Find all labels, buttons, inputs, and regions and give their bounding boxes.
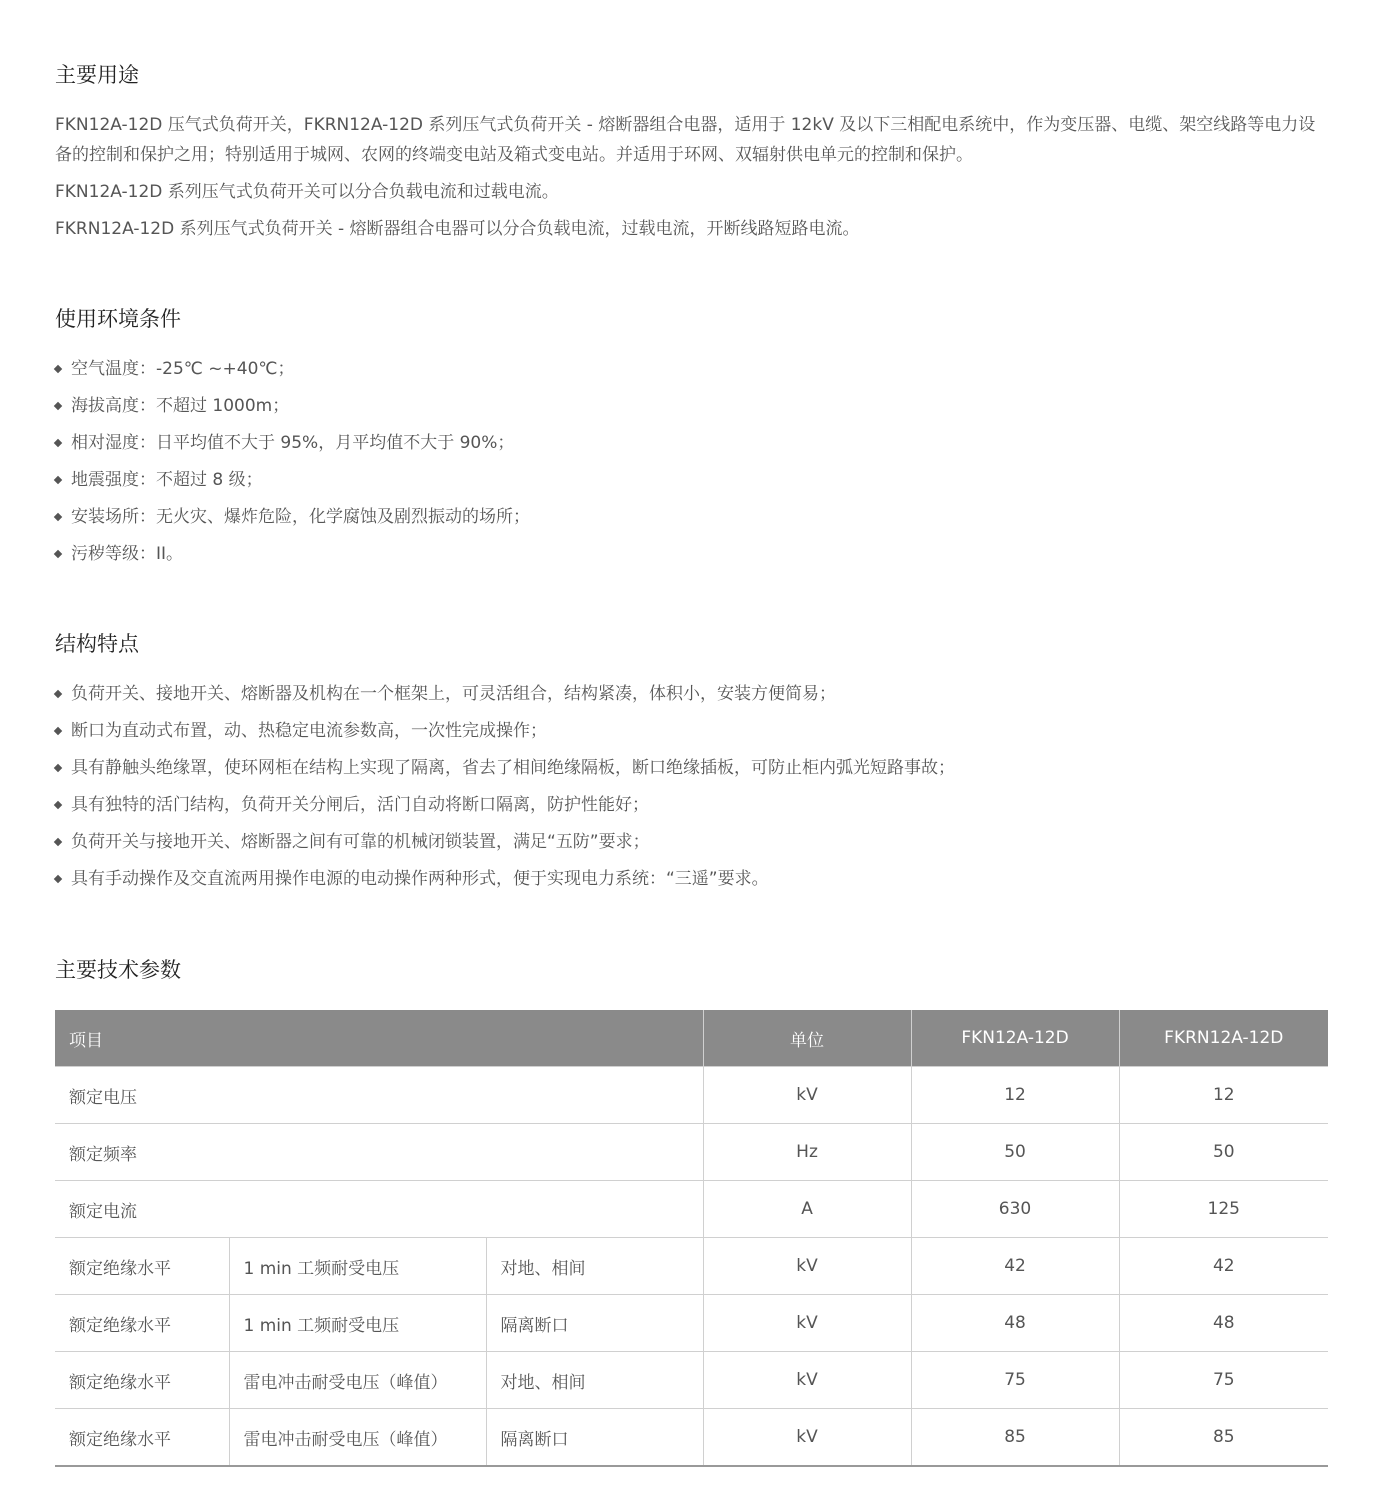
list-item — [55, 866, 955, 903]
table-row — [55, 1409, 1328, 1467]
diamond-bullet-icon — [54, 550, 62, 558]
row-value-fkrn12a: 12 — [1119, 1067, 1328, 1124]
usage-paragraph-3: FKRN12A-12D 系列压气式负荷开关 - 熔断器组合电器可以分合负载电流，过载电流，开断线路短路电流。 — [55, 219, 860, 239]
row-unit: kV — [703, 1409, 911, 1467]
specs-table — [55, 1010, 1328, 1467]
list-item-text: 具有手动操作及交直流两用操作电源的电动操作两种形式，便于实现电力系统：“三遥”要求。 — [71, 869, 769, 889]
row-unit: A — [703, 1181, 911, 1238]
list-item — [55, 755, 955, 792]
diamond-bullet-icon — [54, 838, 62, 846]
list-item — [55, 504, 530, 541]
row-test-type: 雷电冲击耐受电压（峰值） — [229, 1352, 486, 1409]
environment-heading: 使用环境条件 — [55, 307, 181, 331]
usage-heading: 主要用途 — [55, 63, 139, 87]
table-row — [55, 1238, 1328, 1295]
row-value-fkn12a: 85 — [911, 1409, 1119, 1467]
environment-list — [55, 356, 530, 578]
list-item-text: 具有独特的活门结构，负荷开关分闸后，活门自动将断口隔离，防护性能好； — [71, 795, 649, 815]
list-item-text: 断口为直动式布置，动、热稳定电流参数高，一次性完成操作； — [71, 721, 547, 741]
list-item-text: 负荷开关与接地开关、熔断器之间有可靠的机械闭锁装置，满足“五防”要求； — [71, 832, 650, 852]
features-list — [55, 681, 955, 903]
specs-heading: 主要技术参数 — [55, 958, 181, 982]
row-name: 额定绝缘水平 — [55, 1295, 229, 1352]
row-name: 额定绝缘水平 — [55, 1409, 229, 1467]
row-name: 额定频率 — [55, 1124, 703, 1181]
list-item — [55, 393, 530, 430]
usage-paragraph-1: FKN12A-12D 压气式负荷开关，FKRN12A-12D 系列压气式负荷开关 - 熔断器组合电器，适用于 12kV 及以下三相配电系统中，作为变压器、电缆、架空线路等电力设备的控制和保护之用；特别适用于城网、农网的终端变电站及箱式变电站。并适用于环网、双辐射供电单元的控制和保护。 — [55, 115, 1316, 165]
row-value-fkrn12a: 50 — [1119, 1124, 1328, 1181]
diamond-bullet-icon — [54, 476, 62, 484]
list-item-text: 具有静触头绝缘罩，使环网柜在结构上实现了隔离，省去了相间绝缘隔板，断口绝缘插板，可防止柜内弧光短路事故； — [71, 758, 955, 778]
diamond-bullet-icon — [54, 402, 62, 410]
list-item-text: 相对湿度：日平均值不大于 95%，月平均值不大于 90%； — [71, 433, 515, 453]
row-unit: Hz — [703, 1124, 911, 1181]
row-name: 额定绝缘水平 — [55, 1352, 229, 1409]
header-fkn12a: FKN12A-12D — [911, 1010, 1119, 1067]
diamond-bullet-icon — [54, 801, 62, 809]
table-row — [55, 1295, 1328, 1352]
usage-paragraph-2: FKN12A-12D 系列压气式负荷开关可以分合负载电流和过载电流。 — [55, 182, 559, 202]
diamond-bullet-icon — [54, 365, 62, 373]
list-item-text: 安装场所：无火灾、爆炸危险，化学腐蚀及剧烈振动的场所； — [71, 507, 530, 527]
row-value-fkn12a: 75 — [911, 1352, 1119, 1409]
row-test-location: 隔离断口 — [486, 1409, 703, 1467]
list-item — [55, 356, 530, 393]
row-value-fkn12a: 42 — [911, 1238, 1119, 1295]
row-value-fkrn12a: 42 — [1119, 1238, 1328, 1295]
header-item: 项目 — [55, 1010, 703, 1067]
list-item — [55, 829, 955, 866]
row-unit: kV — [703, 1238, 911, 1295]
row-unit: kV — [703, 1067, 911, 1124]
list-item — [55, 467, 530, 504]
table-row — [55, 1352, 1328, 1409]
diamond-bullet-icon — [54, 764, 62, 772]
list-item-text: 空气温度：-25℃ ~+40℃； — [71, 359, 295, 379]
header-fkrn12a: FKRN12A-12D — [1119, 1010, 1328, 1067]
diamond-bullet-icon — [54, 690, 62, 698]
row-test-type: 1 min 工频耐受电压 — [229, 1295, 486, 1352]
row-value-fkrn12a: 85 — [1119, 1409, 1328, 1467]
diamond-bullet-icon — [54, 513, 62, 521]
diamond-bullet-icon — [54, 439, 62, 447]
row-name: 额定电流 — [55, 1181, 703, 1238]
diamond-bullet-icon — [54, 875, 62, 883]
row-test-type: 雷电冲击耐受电压（峰值） — [229, 1409, 486, 1467]
table-header-row — [55, 1010, 1328, 1067]
diamond-bullet-icon — [54, 727, 62, 735]
row-value-fkrn12a: 125 — [1119, 1181, 1328, 1238]
list-item — [55, 792, 955, 829]
list-item — [55, 430, 530, 467]
row-value-fkrn12a: 75 — [1119, 1352, 1328, 1409]
list-item-text: 污秽等级：II。 — [71, 544, 184, 564]
row-test-location: 对地、相间 — [486, 1238, 703, 1295]
row-value-fkn12a: 48 — [911, 1295, 1119, 1352]
row-value-fkn12a: 12 — [911, 1067, 1119, 1124]
table-row — [55, 1181, 1328, 1238]
row-test-location: 隔离断口 — [486, 1295, 703, 1352]
list-item — [55, 681, 955, 718]
row-name: 额定绝缘水平 — [55, 1238, 229, 1295]
features-heading: 结构特点 — [55, 632, 139, 656]
list-item-text: 负荷开关、接地开关、熔断器及机构在一个框架上，可灵活组合，结构紧凑，体积小，安装方便简易； — [71, 684, 836, 704]
list-item — [55, 718, 955, 755]
list-item — [55, 541, 530, 578]
table-row — [55, 1067, 1328, 1124]
row-value-fkrn12a: 48 — [1119, 1295, 1328, 1352]
table-row — [55, 1124, 1328, 1181]
row-unit: kV — [703, 1352, 911, 1409]
row-name: 额定电压 — [55, 1067, 703, 1124]
row-value-fkn12a: 630 — [911, 1181, 1119, 1238]
row-test-type: 1 min 工频耐受电压 — [229, 1238, 486, 1295]
row-unit: kV — [703, 1295, 911, 1352]
list-item-text: 海拔高度：不超过 1000m； — [71, 396, 290, 416]
list-item-text: 地震强度：不超过 8 级； — [71, 470, 263, 490]
row-test-location: 对地、相间 — [486, 1352, 703, 1409]
header-unit: 单位 — [703, 1010, 911, 1067]
row-value-fkn12a: 50 — [911, 1124, 1119, 1181]
